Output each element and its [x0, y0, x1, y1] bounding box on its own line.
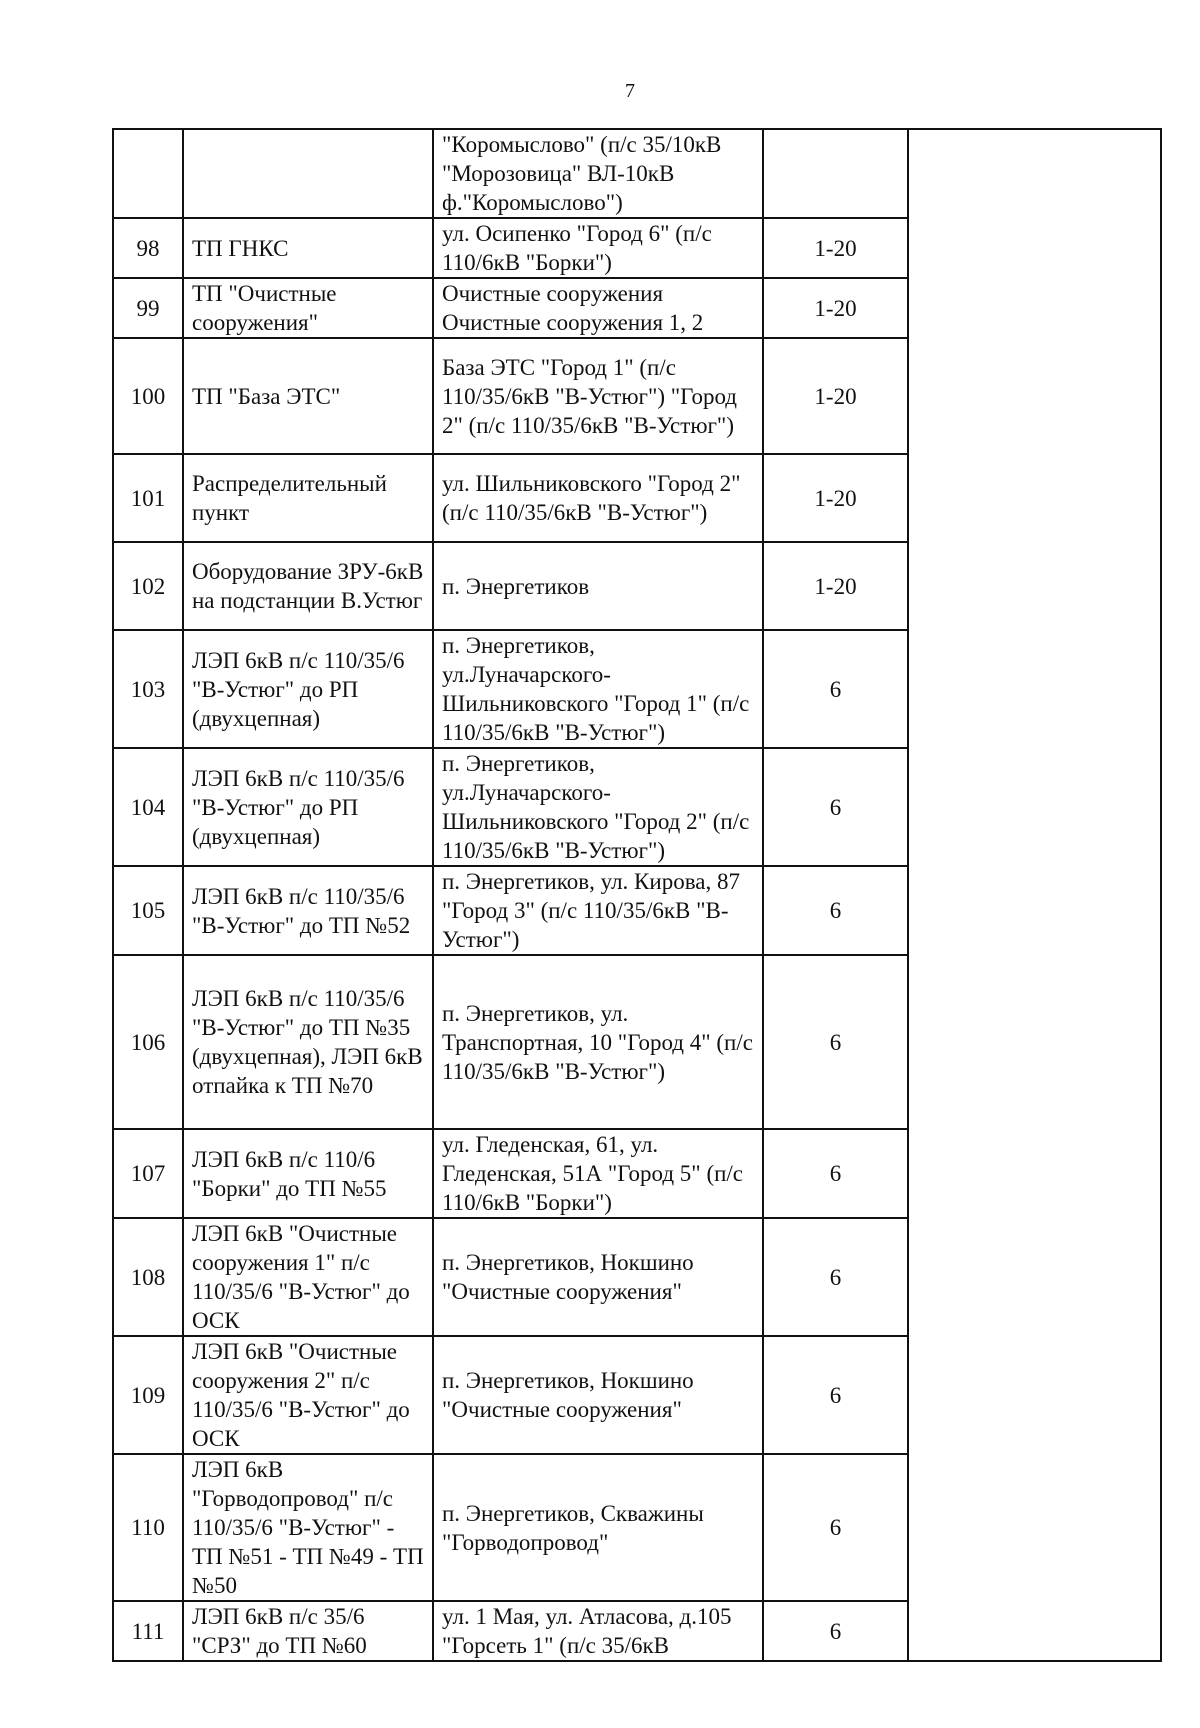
object-address: п. Энергетиков, ул.Луначарского-Шильниковского "Город 2" (п/с 110/35/6кВ "В-Устюг")	[433, 748, 763, 866]
object-address: п. Энергетиков, Нокшино "Очистные сооружения"	[433, 1218, 763, 1336]
object-name: ЛЭП 6кВ "Горводопровод" п/с 110/35/6 "В-Устюг" - ТП №51 - ТП №49 - ТП №50	[183, 1454, 433, 1601]
row-number: 109	[113, 1336, 183, 1454]
object-name: ЛЭП 6кВ "Очистные сооружения 1" п/с 110/35/6 "В-Устюг" до ОСК	[183, 1218, 433, 1336]
object-name: ЛЭП 6кВ п/с 110/35/6 "В-Устюг" до РП (двухцепная)	[183, 630, 433, 748]
row-number: 100	[113, 338, 183, 454]
table-row	[113, 129, 1161, 218]
object-name: Распределительный пункт	[183, 454, 433, 542]
object-address: База ЭТС "Город 1" (п/с 110/35/6кВ "В-Устюг") "Город 2" (п/с 110/35/6кВ "В-Устюг")	[433, 338, 763, 454]
object-category: 6	[763, 866, 908, 955]
blank-column	[908, 129, 1161, 1661]
object-category	[763, 129, 908, 218]
facilities-table	[112, 128, 1162, 1662]
page-number: 7	[625, 80, 635, 102]
object-address: п. Энергетиков, ул. Транспортная, 10 "Город 4" (п/с 110/35/6кВ "В-Устюг")	[433, 955, 763, 1129]
row-number: 107	[113, 1129, 183, 1218]
row-number: 103	[113, 630, 183, 748]
object-address: Очистные сооружения Очистные сооружения 1, 2	[433, 278, 763, 338]
object-category: 6	[763, 1336, 908, 1454]
object-name: ЛЭП 6кВ "Очистные сооружения 2" п/с 110/35/6 "В-Устюг" до ОСК	[183, 1336, 433, 1454]
row-number: 102	[113, 542, 183, 630]
object-category: 6	[763, 1454, 908, 1601]
row-number: 98	[113, 218, 183, 278]
object-category: 1-20	[763, 542, 908, 630]
object-category: 6	[763, 748, 908, 866]
object-name: ТП "Очистные сооружения"	[183, 278, 433, 338]
object-category: 1-20	[763, 338, 908, 454]
row-number: 106	[113, 955, 183, 1129]
object-address: "Коромыслово" (п/с 35/10кВ "Морозовица" ВЛ-10кВ ф."Коромыслово")	[433, 129, 763, 218]
object-address: п. Энергетиков, Нокшино "Очистные сооружения"	[433, 1336, 763, 1454]
object-address: п. Энергетиков, Скважины "Горводопровод"	[433, 1454, 763, 1601]
object-address: ул. Гледенская, 61, ул. Гледенская, 51А "Город 5" (п/с 110/6кВ "Борки")	[433, 1129, 763, 1218]
object-name: ЛЭП 6кВ п/с 35/6 "СРЗ" до ТП №60	[183, 1601, 433, 1661]
row-number: 101	[113, 454, 183, 542]
object-category: 6	[763, 1129, 908, 1218]
object-address: п. Энергетиков, ул.Луначарского-Шильниковского "Город 1" (п/с 110/35/6кВ "В-Устюг")	[433, 630, 763, 748]
object-category: 1-20	[763, 218, 908, 278]
object-category: 6	[763, 955, 908, 1129]
object-category: 6	[763, 1601, 908, 1661]
object-address: ул. Шильниковского "Город 2" (п/с 110/35/6кВ "В-Устюг")	[433, 454, 763, 542]
object-name: ЛЭП 6кВ п/с 110/6 "Борки" до ТП №55	[183, 1129, 433, 1218]
object-name: ЛЭП 6кВ п/с 110/35/6 "В-Устюг" до ТП №52	[183, 866, 433, 955]
object-name: ТП ГНКС	[183, 218, 433, 278]
object-category: 6	[763, 1218, 908, 1336]
row-number	[113, 129, 183, 218]
object-name	[183, 129, 433, 218]
row-number: 110	[113, 1454, 183, 1601]
object-address: п. Энергетиков, ул. Кирова, 87 "Город 3" (п/с 110/35/6кВ "В-Устюг")	[433, 866, 763, 955]
row-number: 104	[113, 748, 183, 866]
object-name: ЛЭП 6кВ п/с 110/35/6 "В-Устюг" до РП (двухцепная)	[183, 748, 433, 866]
row-number: 108	[113, 1218, 183, 1336]
object-category: 1-20	[763, 278, 908, 338]
object-name: ЛЭП 6кВ п/с 110/35/6 "В-Устюг" до ТП №35 (двухцепная), ЛЭП 6кВ отпайка к ТП №70	[183, 955, 433, 1129]
object-category: 6	[763, 630, 908, 748]
row-number: 105	[113, 866, 183, 955]
object-address: ул. Осипенко "Город 6" (п/с 110/6кВ "Борки")	[433, 218, 763, 278]
object-name: Оборудование ЗРУ-6кВ на подстанции В.Устюг	[183, 542, 433, 630]
object-name: ТП "База ЭТС"	[183, 338, 433, 454]
row-number: 99	[113, 278, 183, 338]
object-address: ул. 1 Мая, ул. Атласова, д.105 "Горсеть 1" (п/с 35/6кВ	[433, 1601, 763, 1661]
object-address: п. Энергетиков	[433, 542, 763, 630]
object-category: 1-20	[763, 454, 908, 542]
row-number: 111	[113, 1601, 183, 1661]
